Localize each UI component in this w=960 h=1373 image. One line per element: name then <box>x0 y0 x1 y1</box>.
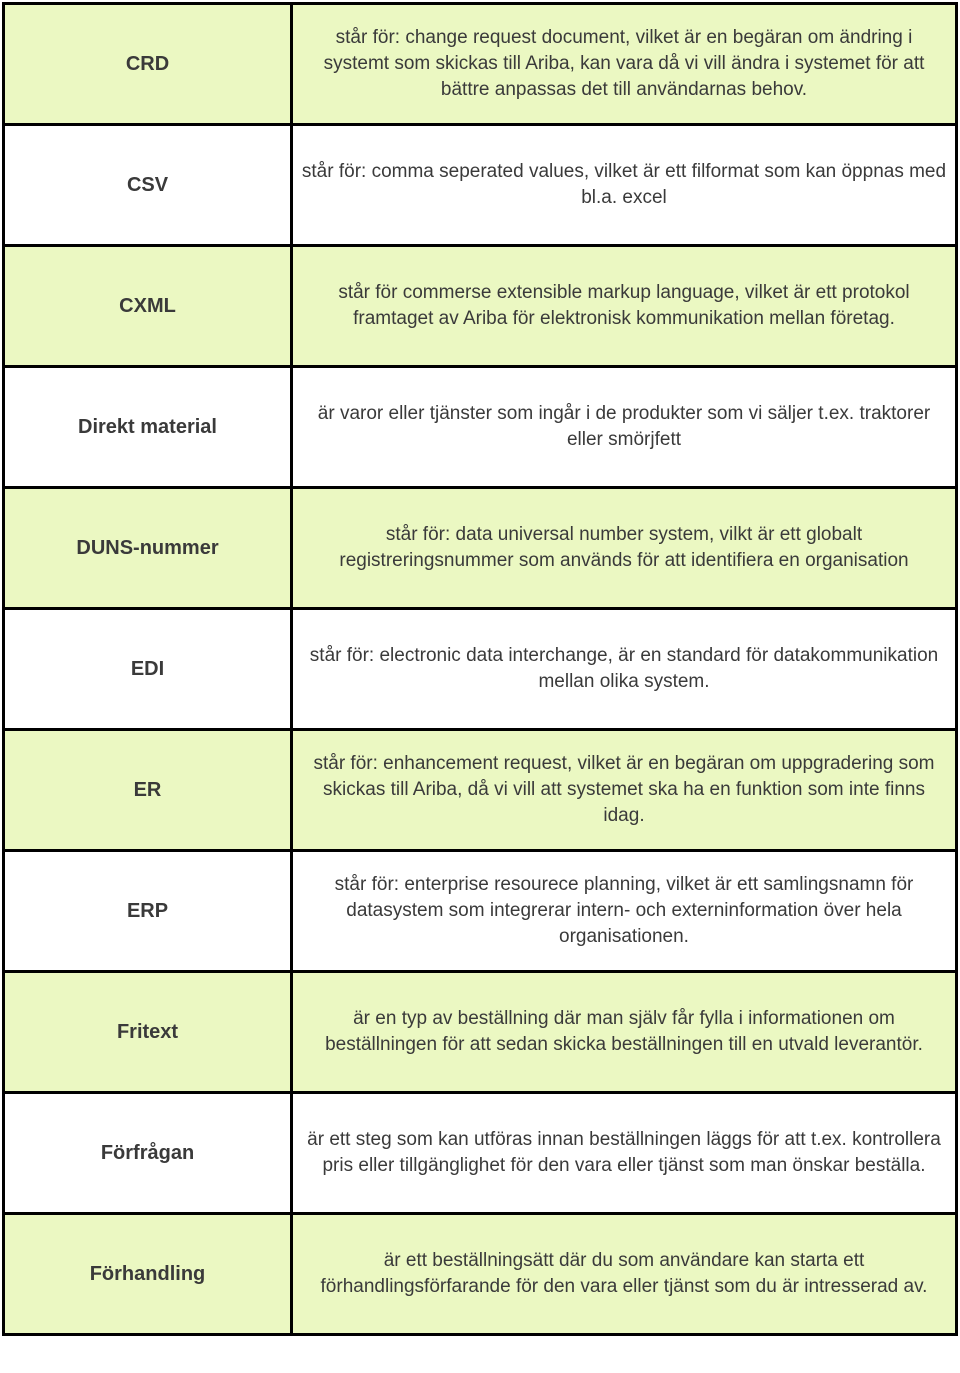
glossary-row <box>4 4 957 125</box>
glossary-term: ER <box>4 730 292 851</box>
glossary-row <box>4 730 957 851</box>
glossary-row <box>4 125 957 246</box>
glossary-term: CRD <box>4 4 292 125</box>
glossary-term: CXML <box>4 246 292 367</box>
glossary-row <box>4 1214 957 1335</box>
glossary-definition: är ett beställningsätt där du som användare kan starta ett förhandlingsförfarande för den vara eller tjänst som du är intresserad av. <box>292 1214 957 1335</box>
glossary-definition: är en typ av beställning där man själv får fylla i informationen om beställningen för att sedan skicka beställningen till en utvald leverantör. <box>292 972 957 1093</box>
glossary-row <box>4 972 957 1093</box>
glossary-row <box>4 246 957 367</box>
glossary-term: DUNS-nummer <box>4 488 292 609</box>
glossary-row <box>4 851 957 972</box>
glossary-row <box>4 609 957 730</box>
glossary-definition: står för: data universal number system, vilkt är ett globalt registreringsnummer som används för att identifiera en organisation <box>292 488 957 609</box>
glossary-definition: står för: enterprise resourece planning, vilket är ett samlingsnamn för datasystem som integrerar intern- och externinformation över hela organisationen. <box>292 851 957 972</box>
glossary-definition: är varor eller tjänster som ingår i de produkter som vi säljer t.ex. traktorer eller smörjfett <box>292 367 957 488</box>
glossary-row <box>4 488 957 609</box>
glossary-definition: står för: enhancement request, vilket är en begäran om uppgradering som skickas till Ariba, då vi vill att systemet ska ha en funktion som inte finns idag. <box>292 730 957 851</box>
glossary-definition: är ett steg som kan utföras innan beställningen läggs för att t.ex. kontrollera pris eller tillgänglighet för den vara eller tjänst som man önskar beställa. <box>292 1093 957 1214</box>
glossary-definition: står för: change request document, vilket är en begäran om ändring i systemt som skickas till Ariba, kan vara då vi vill ändra i systemet för att bättre anpassas det till användarnas behov. <box>292 4 957 125</box>
glossary-row <box>4 367 957 488</box>
glossary-row <box>4 1093 957 1214</box>
glossary-term: CSV <box>4 125 292 246</box>
glossary-definition: står för: electronic data interchange, är en standard för datakommunikation mellan olika system. <box>292 609 957 730</box>
glossary-term: EDI <box>4 609 292 730</box>
glossary-term: Förfrågan <box>4 1093 292 1214</box>
glossary-term: ERP <box>4 851 292 972</box>
glossary-term: Förhandling <box>4 1214 292 1335</box>
glossary-definition: står för commerse extensible markup language, vilket är ett protokol framtaget av Ariba för elektronisk kommunikation mellan företag. <box>292 246 957 367</box>
glossary-definition: står för: comma seperated values, vilket är ett filformat som kan öppnas med bl.a. excel <box>292 125 957 246</box>
glossary-term: Fritext <box>4 972 292 1093</box>
glossary-table <box>2 2 958 1336</box>
glossary-term: Direkt material <box>4 367 292 488</box>
